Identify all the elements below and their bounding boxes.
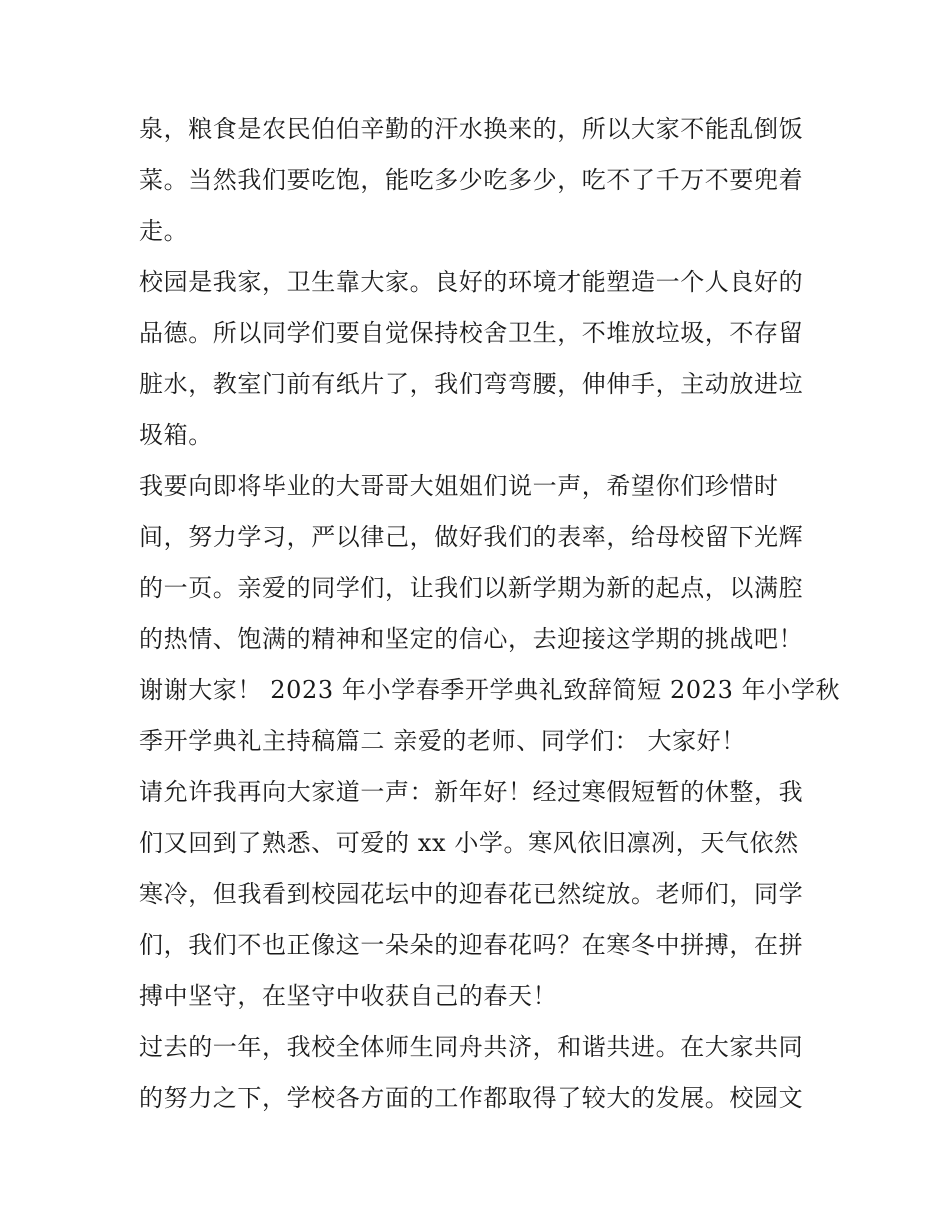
text-line: 的一页。亲爱的同学们，让我们以新学期为新的起点，以满腔 xyxy=(139,574,804,602)
text-line: 菜。当然我们要吃饱，能吃多少吃多少，吃不了千万不要兜着 xyxy=(139,166,804,194)
text-line: 校园是我家，卫生靠大家。良好的环境才能塑造一个人良好的 xyxy=(139,268,804,296)
text-line: 谢谢大家！ 2023 年小学春季开学典礼致辞简短 2023 年小学秋 xyxy=(139,676,841,704)
text-line: 泉，粮食是农民伯伯辛勤的汗水换来的，所以大家不能乱倒饭 xyxy=(139,115,804,143)
text-line: 脏水，教室门前有纸片了，我们弯弯腰，伸伸手，主动放进垃 xyxy=(139,370,804,398)
text-line: 们，我们不也正像这一朵朵的迎春花吗？在寒冬中拼搏，在拼 xyxy=(139,931,804,959)
text-line: 寒冷，但我看到校园花坛中的迎春花已然绽放。老师们，同学 xyxy=(139,880,804,908)
text-line: 过去的一年，我校全体师生同舟共济，和谐共进。在大家共同 xyxy=(139,1033,804,1061)
text-line: 我要向即将毕业的大哥哥大姐姐们说一声，希望你们珍惜时 xyxy=(139,472,779,500)
text-line: 的努力之下，学校各方面的工作都取得了较大的发展。校园文 xyxy=(139,1084,804,1112)
text-line: 季开学典礼主持稿篇二 亲爱的老师、同学们： 大家好！ xyxy=(139,727,746,755)
text-line: 品德。所以同学们要自觉保持校舍卫生，不堆放垃圾，不存留 xyxy=(139,319,804,347)
text-line: 走。 xyxy=(139,217,189,245)
text-line: 间，努力学习，严以律己，做好我们的表率，给母校留下光辉 xyxy=(139,523,804,551)
text-line: 圾箱。 xyxy=(139,421,213,449)
text-line: 请允许我再向大家道一声：新年好！经过寒假短暂的休整，我 xyxy=(139,778,804,806)
text-line: 的热情、饱满的精神和坚定的信心，去迎接这学期的挑战吧！ xyxy=(139,625,804,653)
document-body xyxy=(139,104,839,1124)
text-line: 们又回到了熟悉、可爱的 xx 小学。寒风依旧凛冽，天气依然 xyxy=(139,829,799,857)
text-line: 搏中坚守，在坚守中收获自己的春天！ xyxy=(139,982,558,1010)
